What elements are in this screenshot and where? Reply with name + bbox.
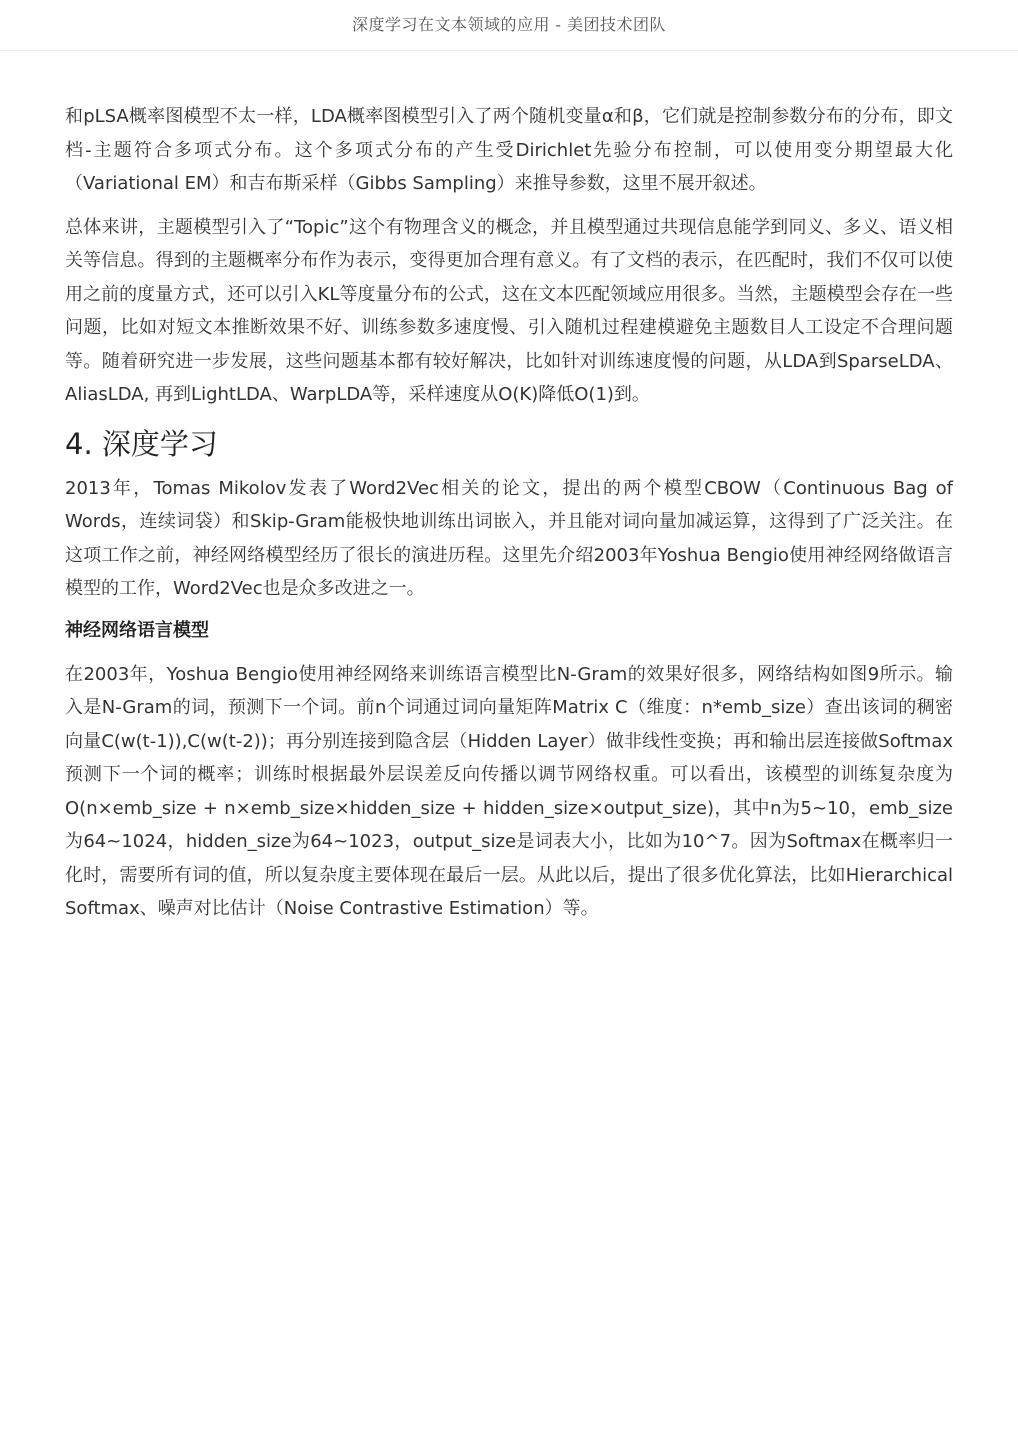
article-body	[65, 100, 953, 936]
page-header	[0, 0, 1018, 51]
paragraph-nnlm-detail: 在2003年，Yoshua Bengio使用神经网络来训练语言模型比N-Gram的效果好很多，网络结构如图9所示。输入是N-Gram的词，预测下一个词。前n个词通过词向量矩阵Matrix C（维度：n*emb_size）查出该词的稠密向量C(w(t-1)),C(w(t-2))；再分别连接到隐含层（Hidden Layer）做非线性变换；再和输出层连接做Softmax预测下一个词的概率；训练时根据最外层误差反向传播以调节网络权重。可以看出，该模型的训练复杂度为O(n×emb_size + n×emb_size×hidden_size + hidden_size×output_size)，其中n为5~10，emb_size为64~1024，hidden_size为64~1023，output_size是词表大小，比如为10^7。因为Softmax在概率归一化时，需要所有词的值，所以复杂度主要体现在最后一层。从此以后，提出了很多优化算法，比如Hierarchical Softmax、噪声对比估计（Noise Contrastive Estimation）等。	[65, 663, 953, 919]
paragraph-topic-model-summary: 总体来讲，主题模型引入了“Topic”这个有物理含义的概念，并且模型通过共现信息能学到同义、多义、语义相关等信息。得到的主题概率分布作为表示，变得更加合理有意义。有了文档的表示，在匹配时，我们不仅可以使用之前的度量方式，还可以引入KL等度量分布的公式，这在文本匹配领域应用很多。当然，主题模型会存在一些问题，比如对短文本推断效果不好、训练参数多速度慢、引入随机过程建模避免主题数目人工设定不合理问题等。随着研究进一步发展，这些问题基本都有较好解决，比如针对训练速度慢的问题，从LDA到SparseLDA、AliasLDA, 再到LightLDA、WarpLDA等，采样速度从O(K)降低O(1)到。	[65, 216, 953, 405]
subsection-heading-nnlm: 神经网络语言模型	[65, 619, 209, 641]
page-header-title: 深度学习在文本领域的应用 - 美团技术团队	[351, 15, 667, 34]
paragraph-word2vec-intro: 2013年，Tomas Mikolov发表了Word2Vec相关的论文，提出的两个模型CBOW（Continuous Bag of Words，连续词袋）和Skip-Gram能极快地训练出词嵌入，并且能对词向量加减运算，这得到了广泛关注。在这项工作之前，神经网络模型经历了很长的演进历程。这里先介绍2003年Yoshua Bengio使用神经网络做语言模型的工作，Word2Vec也是众多改进之一。	[65, 477, 953, 599]
paragraph-lda-intro: 和pLSA概率图模型不太一样，LDA概率图模型引入了两个随机变量α和β，它们就是控制参数分布的分布，即文档-主题符合多项式分布。这个多项式分布的产生受Dirichlet先验分布控制，可以使用变分期望最大化（Variational EM）和吉布斯采样（Gibbs Sampling）来推导参数，这里不展开叙述。	[65, 106, 953, 194]
section-heading-deep-learning: 4. 深度学习	[65, 426, 218, 461]
